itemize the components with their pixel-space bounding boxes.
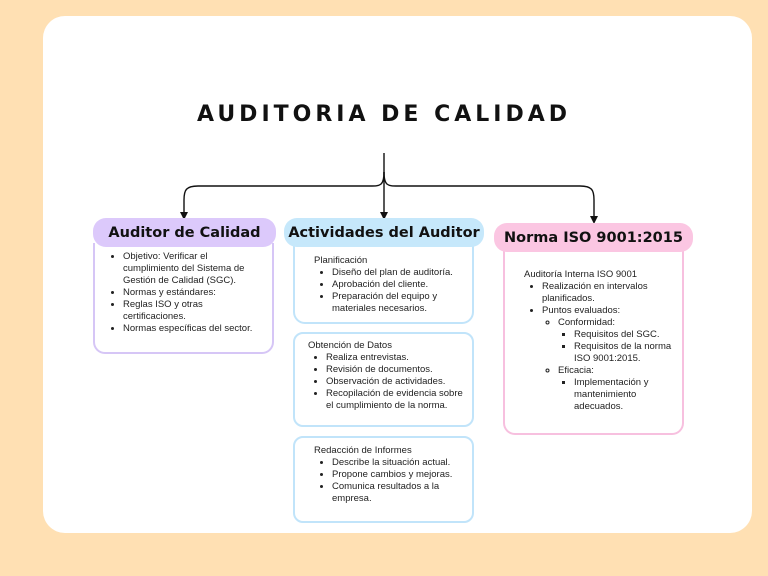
data-box: [293, 332, 474, 427]
list-item: [542, 305, 676, 413]
planning-box: [293, 243, 474, 324]
list-item: • Revisión de documentos.: [326, 364, 468, 376]
activities-header: Actividades del Auditor: [284, 218, 484, 247]
connector-right: [384, 172, 594, 220]
norm-header: Norma ISO 9001:2015: [494, 223, 693, 252]
list-item: • Normas específicas del sector.: [123, 323, 266, 335]
list-item: ▪ Requisitos del SGC.: [574, 329, 676, 341]
list-item: • Aprobación del cliente.: [332, 279, 468, 291]
conformity-label: Conformidad:: [558, 317, 616, 328]
list-item: • Objetivo: Verificar el cumplimiento del Sistema de Gestión de Calidad (SGC).: [123, 251, 266, 287]
auditor-box: [93, 243, 274, 354]
efficacy-list: [558, 377, 676, 413]
list-item: [558, 317, 676, 365]
norm-title: Auditoría Interna ISO 9001: [524, 269, 638, 280]
connector-left: [184, 172, 384, 216]
list-item: • Realización en intervalos planificados.: [542, 281, 676, 305]
efficacy-label: Eficacia:: [558, 365, 594, 376]
auditor-list: [95, 251, 266, 335]
list-item: • Realiza entrevistas.: [326, 352, 468, 364]
list-item: [558, 365, 676, 413]
norm-list: [524, 281, 676, 413]
planning-list: [314, 267, 468, 315]
data-title: Obtención de Datos: [308, 340, 392, 351]
list-item: ▪ Requisitos de la norma ISO 9001:2015.: [574, 341, 676, 365]
list-item: • Describe la situación actual.: [332, 457, 468, 469]
diagram-title: AUDITORIA DE CALIDAD: [196, 102, 572, 127]
list-item: • Reglas ISO y otras certificaciones.: [123, 299, 266, 323]
evaluated-points-label: Puntos evaluados:: [542, 305, 621, 316]
reports-title: Redacción de Informes: [314, 445, 412, 456]
reports-box: [293, 436, 474, 523]
conformity-list: [558, 329, 676, 365]
list-item: • Diseño del plan de auditoría.: [332, 267, 468, 279]
planning-title: Planificación: [314, 255, 368, 266]
data-list: [308, 352, 468, 412]
list-item: • Observación de actividades.: [326, 376, 468, 388]
list-item: • Normas y estándares:: [123, 287, 266, 299]
list-item: • Propone cambios y mejoras.: [332, 469, 468, 481]
reports-list: [314, 457, 468, 505]
evaluated-points-list: [542, 317, 676, 413]
list-item: ▪ Implementación y mantenimiento adecuados.: [574, 377, 676, 413]
list-item: • Comunica resultados a la empresa.: [332, 481, 468, 505]
list-item: • Preparación del equipo y materiales necesarios.: [332, 291, 468, 315]
norm-box: [503, 249, 684, 435]
list-item: • Recopilación de evidencia sobre el cumplimiento de la norma.: [326, 388, 468, 412]
auditor-header: Auditor de Calidad: [93, 218, 276, 247]
